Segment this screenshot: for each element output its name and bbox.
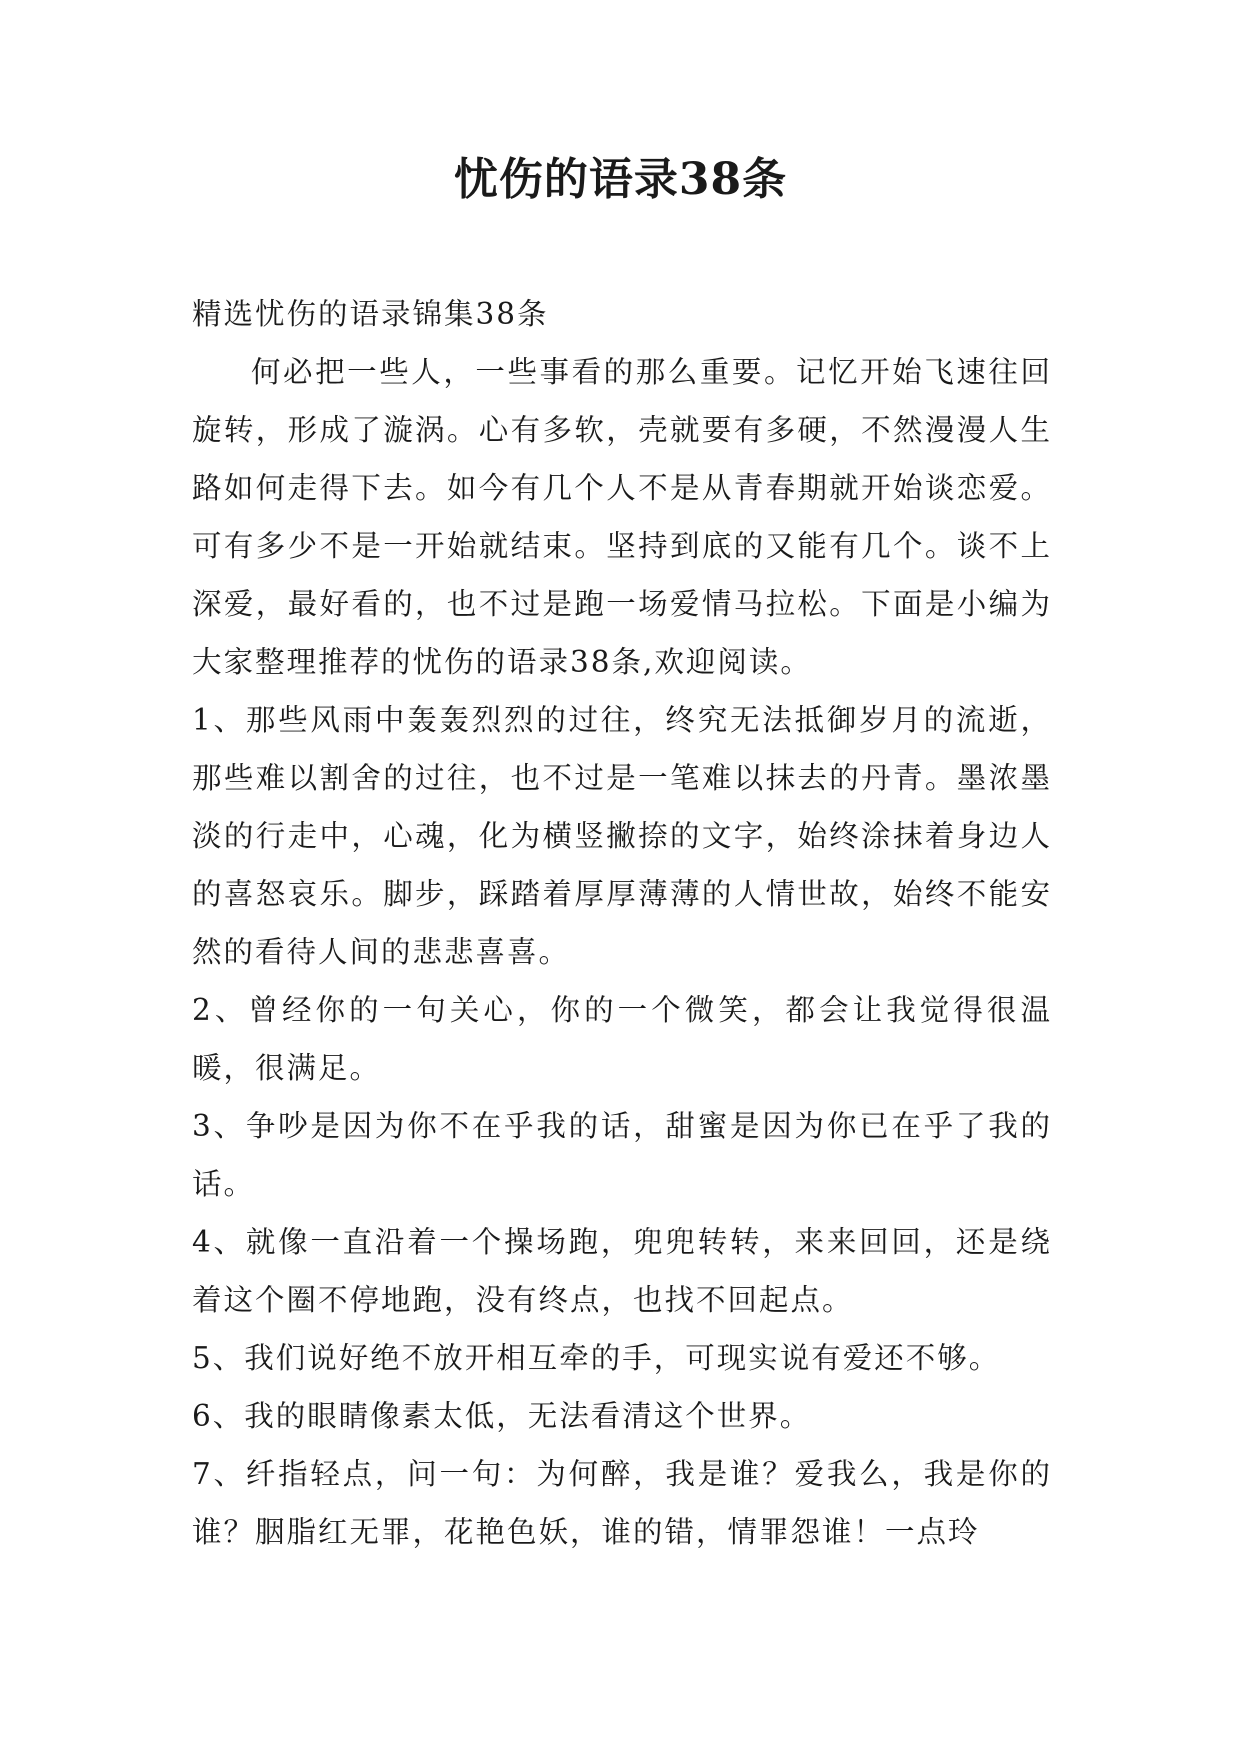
document-body [192,285,1052,1561]
quote-item-5: 5、我们说好绝不放开相互牵的手，可现实说有爱还不够。 [192,1341,1001,1375]
quote-item-7: 7、纤指轻点，问一句：为何醉，我是谁？爱我么，我是你的谁？胭脂红无罪，花艳色妖，谁的错，情罪怨谁！一点玲 [192,1457,1052,1549]
intro-paragraph: 何必把一些人，一些事看的那么重要。记忆开始飞速往回旋转，形成了漩涡。心有多软，壳就要有多硬，不然漫漫人生路如何走得下去。如今有几个人不是从青春期就开始谈恋爱。可有多少不是一开始就结束。坚持到底的又能有几个。谈不上深爱，最好看的，也不过是跑一场爱情马拉松。下面是小编为大家整理推荐的忧伤的语录38条,欢迎阅读。 [192,355,1052,679]
quote-item-4: 4、就像一直沿着一个操场跑，兜兜转转，来来回回，还是绕着这个圈不停地跑，没有终点，也找不回起点。 [192,1225,1052,1317]
document-title: 忧伤的语录38条 [453,154,788,205]
quote-item-1: 1、那些风雨中轰轰烈烈的过往，终究无法抵御岁月的流逝，那些难以割舍的过往，也不过是一笔难以抹去的丹青。墨浓墨淡的行走中，心魂，化为横竖撇捺的文字，始终涂抹着身边人的喜怒哀乐。脚步，踩踏着厚厚薄薄的人情世故，始终不能安然的看待人间的悲悲喜喜。 [192,703,1052,969]
quote-item-2: 2、曾经你的一句关心，你的一个微笑，都会让我觉得很温暖，很满足。 [192,993,1052,1085]
document-subtitle: 精选忧伤的语录锦集38条 [192,297,549,331]
quote-item-3: 3、争吵是因为你不在乎我的话，甜蜜是因为你已在乎了我的话。 [192,1109,1052,1201]
quote-item-6: 6、我的眼睛像素太低，无法看清这个世界。 [192,1399,812,1433]
